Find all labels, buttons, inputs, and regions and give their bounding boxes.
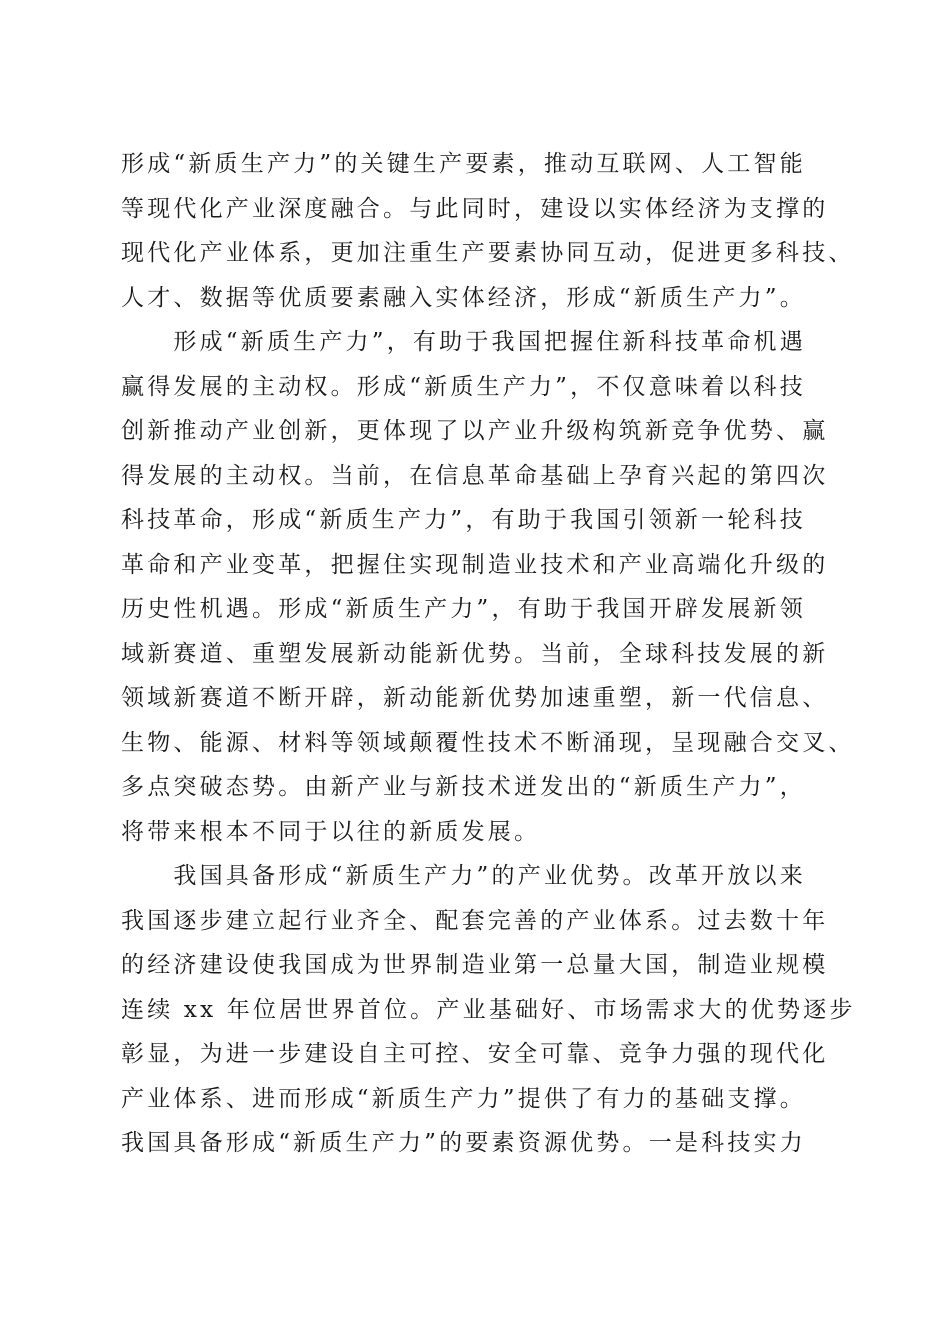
text-line: 形成“新质生产力”，有助于我国把握住新科技革命机遇 xyxy=(121,329,806,355)
text-line: 得发展的主动权。当前，在信息革命基础上孕育兴起的第四次 xyxy=(121,462,829,489)
text-line: 多点突破态势。由新产业与新技术迸发出的“新质生产力”， xyxy=(121,774,806,800)
text-line: 等现代化产业深度融合。与此同时，建设以实体经济为支撑的 xyxy=(121,195,829,222)
text-line: 生物、能源、材料等领域颠覆性技术不断涌现，呈现融合交叉、 xyxy=(121,729,855,756)
text-line: 我国具备形成“新质生产力”的产业优势。改革开放以来 xyxy=(121,863,806,889)
text-line: 我国具备形成“新质生产力”的要素资源优势。一是科技实力 xyxy=(121,1130,806,1156)
text-line: 产业体系、进而形成“新质生产力”提供了有力的基础支撑。 xyxy=(121,1085,806,1112)
text-line: 创新推动产业创新，更体现了以产业升级构筑新竞争优势、赢 xyxy=(121,418,829,444)
text-line: 连续 xx 年位居世界首位。产业基础好、市场需求大的优势逐步 xyxy=(121,996,856,1023)
text-line: 科技革命，形成“新质生产力”，有助于我国引领新一轮科技 xyxy=(121,507,806,533)
text-line: 的经济建设使我国成为世界制造业第一总量大国，制造业规模 xyxy=(121,952,829,978)
text-line: 现代化产业体系，更加注重生产要素协同互动，促进更多科技、 xyxy=(121,240,855,266)
body-text xyxy=(121,142,856,1166)
text-line: 形成“新质生产力”的关键生产要素，推动互联网、人工智能 xyxy=(121,151,806,177)
text-line: 历史性机遇。形成“新质生产力”，有助于我国开辟发展新领 xyxy=(121,596,806,622)
text-line: 将带来根本不同于以往的新质发展。 xyxy=(121,818,541,845)
text-line: 革命和产业变革，把握住实现制造业技术和产业高端化升级的 xyxy=(121,551,829,578)
text-line: 我国逐步建立起行业齐全、配套完善的产业体系。过去数十年 xyxy=(121,907,829,934)
text-line: 领域新赛道不断开辟，新动能新优势加速重塑，新一代信息、 xyxy=(121,685,829,711)
text-line: 彰显，为进一步建设自主可控、安全可靠、竞争力强的现代化 xyxy=(121,1041,829,1067)
text-line: 人才、数据等优质要素融入实体经济，形成“新质生产力”。 xyxy=(121,284,806,311)
text-line: 域新赛道、重塑发展新动能新优势。当前，全球科技发展的新 xyxy=(121,640,829,667)
text-line: 赢得发展的主动权。形成“新质生产力”，不仅意味着以科技 xyxy=(121,373,806,400)
